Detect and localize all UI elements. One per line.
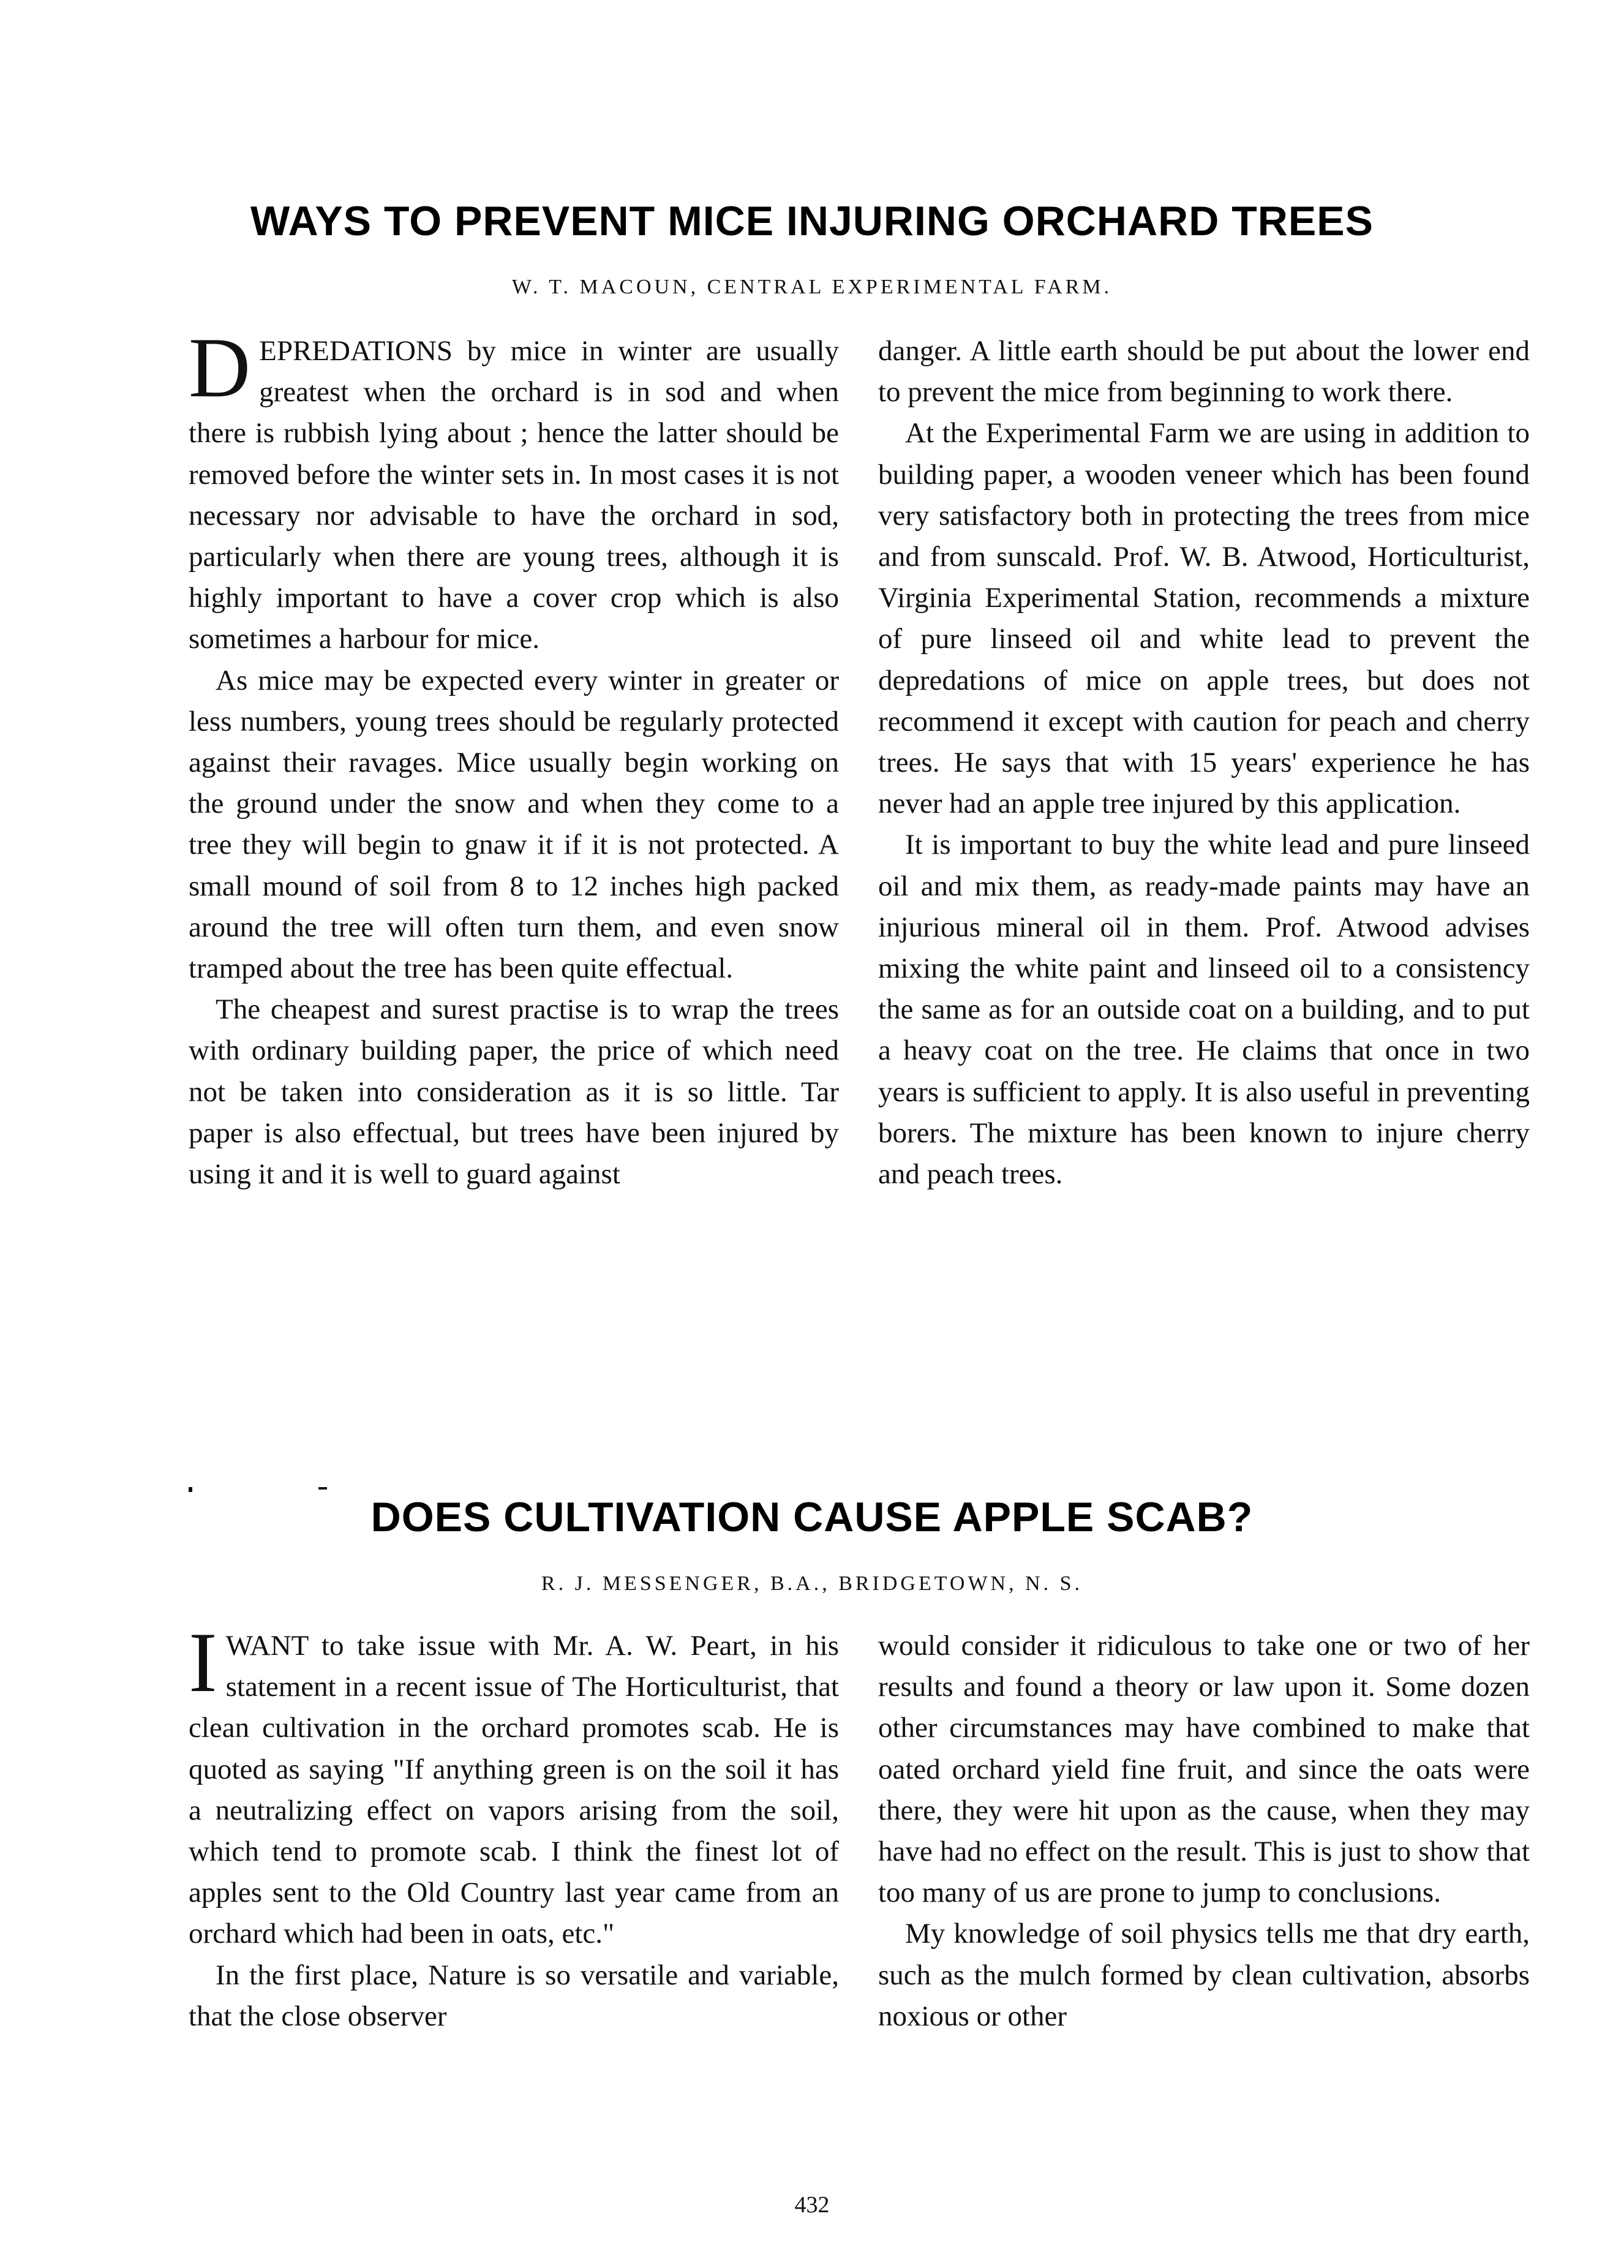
print-speck xyxy=(318,1487,327,1490)
article1-paragraph-1 xyxy=(189,320,839,660)
drop-cap: I xyxy=(189,1615,217,1710)
article1-paragraph-2: As mice may be expected every winter in greater or less numbers, young trees should be regularly protected against their ravages. Mice usually begin working on the ground under the snow and when they come to a tree they will begin to gnaw it if it is not protected. A small mound of soil from 8 to 12 inches high packed around the tree will often turn them, and even snow tramped about the tree has been quite effectual. xyxy=(189,664,839,985)
article2-paragraph-1 xyxy=(189,1615,839,1955)
article1-column-right xyxy=(878,331,1530,1195)
article2-paragraph-4: My knowledge of soil physics tells me that dry earth, such as the mulch formed by clean cultivation, absorbs noxious or other xyxy=(878,1918,1530,2032)
article1-byline: W. T. MACOUN, CENTRAL EXPERIMENTAL FARM. xyxy=(511,276,1113,298)
page-number: 432 xyxy=(794,2192,830,2218)
article1-paragraph-3: The cheapest and surest practise is to wrap the trees with ordinary building paper, the price of which need not be taken into consideration as it is so little. Tar paper is also effectual, but trees have been injured by using it and it is well to guard against xyxy=(189,993,839,1191)
print-speck xyxy=(189,1487,192,1492)
article2-title: DOES CULTIVATION CAUSE APPLE SCAB? xyxy=(370,1494,1254,1540)
article2-paragraph-1-text: WANT to take issue with Mr. A. W. Peart, in his statement in a recent issue of The Horticulturist, that clean cultivation in the orchard promotes scab. He is quoted as saying "If anything green is on the soil it has a neutralizing effect on vapors arising from the soil, which tend to promote scab. I think the finest lot of apples sent to the Old Country last year came from an orchard which had been in oats, etc." xyxy=(189,1630,839,1950)
drop-cap: D xyxy=(189,320,251,415)
article1-column-left xyxy=(189,320,839,1195)
article2-paragraph-2: In the first place, Nature is so versatile and variable, that the close observer xyxy=(189,1959,839,2032)
article1-title: WAYS TO PREVENT MICE INJURING ORCHARD TREES xyxy=(250,198,1374,244)
article1-paragraph-6: It is important to buy the white lead and pure linseed oil and mix them, as ready-made paints may have an injurious mineral oil in them. Prof. Atwood advises mixing the white paint and linseed oil to a consistency the same as for an outside coat on a building, and to put a heavy coat on the tree. He claims that once in two years is sufficient to apply. It is also useful in preventing borers. The mixture has been known to injure cherry and peach trees. xyxy=(878,829,1530,1191)
article1-paragraph-4: danger. A little earth should be put about the lower end to prevent the mice from beginning to work there. xyxy=(878,335,1530,409)
article2-column-left xyxy=(189,1615,839,2037)
article2-paragraph-3: would consider it ridiculous to take one or two of her results and found a theory or law upon it. Some dozen other circumstances may have combined to make that oated orchard yield fine fruit, and since the oats were there, they were hit upon as the cause, when they may have had no effect on the result. This is just to show that too many of us are prone to jump to conclusions. xyxy=(878,1630,1530,1909)
article2-byline: R. J. MESSENGER, B.A., BRIDGETOWN, N. S. xyxy=(541,1572,1083,1595)
article1-paragraph-1-text: EPREDATIONS by mice in winter are usually greatest when the orchard is in sod and when there is rubbish lying about ; hence the latter should be removed before the winter sets in. In most cases it is not necessary nor advisable to have the orchard in sod, particularly when there are young trees, although it is highly important to have a cover crop which is also sometimes a harbour for mice. xyxy=(189,335,839,655)
article2-column-right xyxy=(878,1626,1530,2037)
article1-paragraph-5: At the Experimental Farm we are using in addition to building paper, a wooden veneer which has been found very satisfactory both in protecting the trees from mice and from sunscald. Prof. W. B. Atwood, Horticulturist, Virginia Experimental Station, recommends a mixture of pure linseed oil and white lead to prevent the depredations of mice on apple trees, but does not recommend it except with caution for peach and cherry trees. He says that with 15 years' experience he has never had an apple tree injured by this application. xyxy=(878,417,1530,820)
